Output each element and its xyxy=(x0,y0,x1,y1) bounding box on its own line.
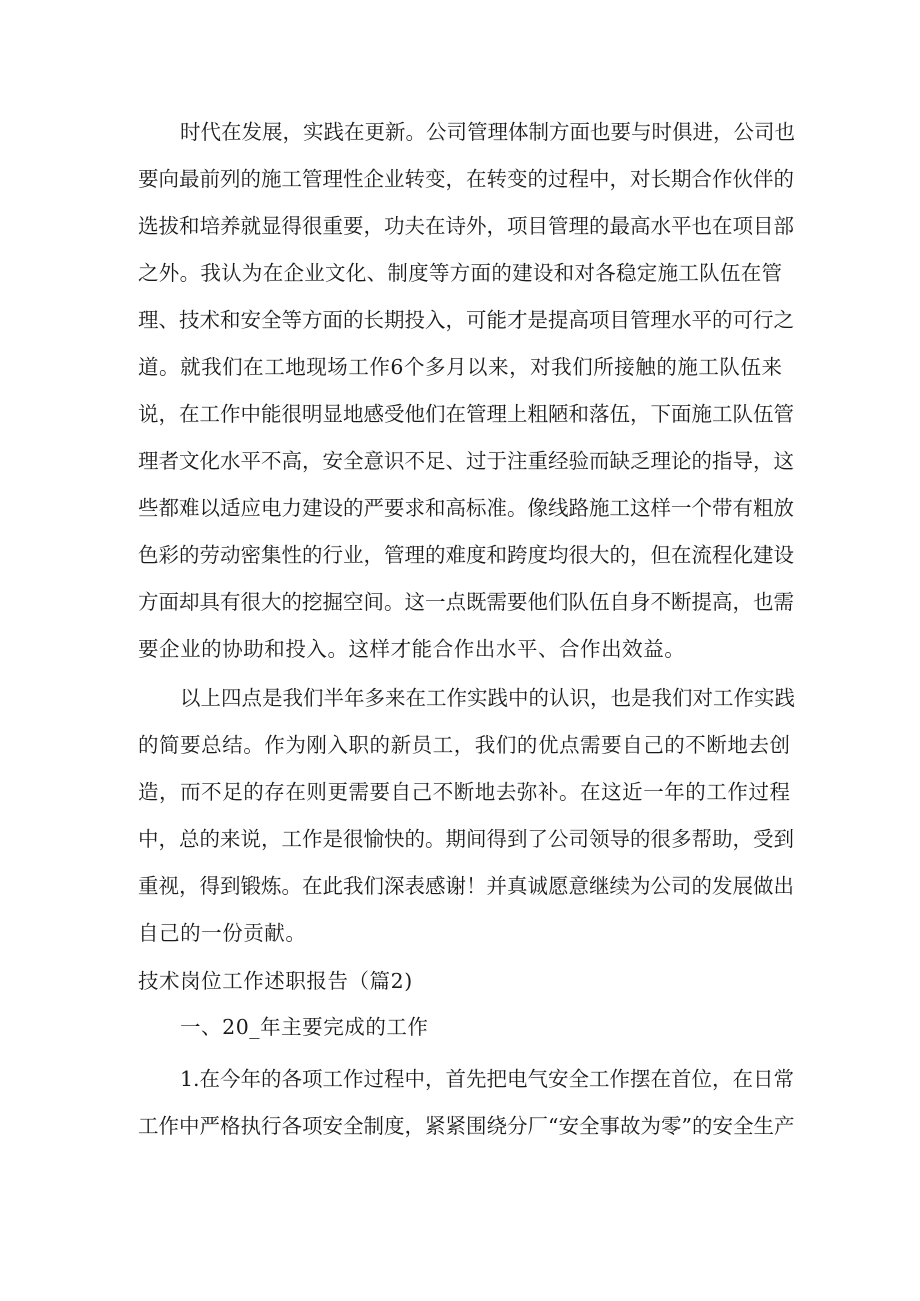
text-line: 重视，得到锻炼。在此我们深表感谢！并真诚愿意继续为公司的发展做出 xyxy=(138,874,794,898)
text-line: 1.在今年的各项工作过程中，首先把电气安全工作摆在首位，在日常 xyxy=(180,1067,795,1091)
text-line: 之外。我认为在企业文化、制度等方面的建设和对各稳定施工队伍在管 xyxy=(138,261,782,285)
text-line: 要向最前列的施工管理性企业转变，在转变的过程中，对长期合作伙伴的 xyxy=(138,167,794,191)
text-line: 选拔和培养就显得很重要，功夫在诗外，项目管理的最高水平也在项目部 xyxy=(138,214,794,238)
text-line: 道。就我们在工地现场工作6个多月以来，对我们所接触的施工队伍来 xyxy=(138,355,782,379)
text-line: 方面却具有很大的挖掘空间。这一点既需要他们队伍自身不断提高，也需 xyxy=(138,590,794,614)
text-line: 理、技术和安全等方面的长期投入，可能才是提高项目管理水平的可行之 xyxy=(138,308,794,332)
subheading: 一、20_年主要完成的工作 xyxy=(180,1015,429,1039)
text-line: 说，在工作中能很明显地感受他们在管理上粗陋和落伍，下面施工队伍管 xyxy=(138,402,794,426)
text-line: 的简要总结。作为刚入职的新员工，我们的优点需要自己的不断地去创 xyxy=(138,733,791,757)
text-line: 色彩的劳动密集性的行业，管理的难度和跨度均很大的，但在流程化建设 xyxy=(138,543,794,567)
text-line: 些都难以适应电力建设的严要求和高标准。像线路施工这样一个带有粗放 xyxy=(138,496,794,520)
text-line: 要企业的协助和投入。这样才能合作出水平、合作出效益。 xyxy=(138,637,686,661)
text-line: 时代在发展，实践在更新。公司管理体制方面也要与时俱进，公司也 xyxy=(180,120,795,144)
text-line: 造，而不足的存在则更需要自己不断地去弥补。在这近一年的工作过程 xyxy=(138,780,791,804)
text-line: 工作中严格执行各项安全制度，紧紧围绕分厂“安全事故为零”的安全生产 xyxy=(138,1114,795,1138)
section-title: 技术岗位工作述职报告（篇2) xyxy=(138,969,413,993)
text-line: 以上四点是我们半年多来在工作实践中的认识，也是我们对工作实践 xyxy=(180,686,795,710)
text-line: 中，总的来说，工作是很愉快的。期间得到了公司领导的很多帮助，受到 xyxy=(138,827,794,851)
text-line: 理者文化水平不高，安全意识不足、过于注重经验而缺乏理论的指导，这 xyxy=(138,449,794,473)
text-line: 自己的一份贡献。 xyxy=(138,921,307,945)
